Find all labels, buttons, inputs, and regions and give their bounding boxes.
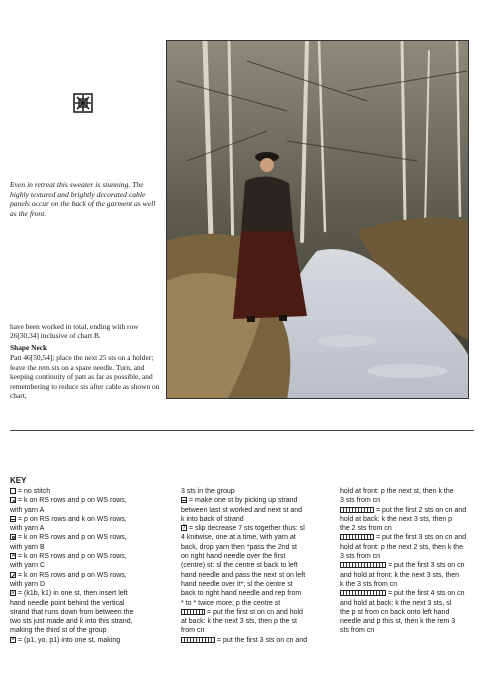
key-text: = put the first 4 sts on cn (388, 590, 465, 598)
key-text: = k on RS rows and p on WS rows, (18, 497, 127, 505)
shape-neck-heading: Shape Neck (10, 343, 48, 352)
key-text: back to right hand needle and rep from (181, 590, 302, 598)
key-text: * to * twice more; p the centre st (181, 599, 281, 607)
key-text: with yarn B (10, 543, 45, 551)
key-line (10, 589, 157, 598)
key-text: = put the first 3 sts on cn (388, 562, 465, 570)
key-text: = k on RS rows and p on WS rows, (18, 553, 127, 561)
key-text: = k on RS rows and p on WS rows, (18, 534, 127, 542)
key-line (340, 617, 474, 626)
shape-neck-text: Patt 46[50,54]; place the next 25 sts on a holder; leave the rem sts on a spare needle. Turn, and keeping continuity of patt as far as possible, and remembering to reduce sts after cable as shown on chart, (10, 353, 160, 401)
key-text: sts from cn (340, 627, 375, 635)
chart-symbol-icon (10, 516, 16, 522)
key-text: from cn (181, 627, 205, 635)
key-text: 3 sts from cn (340, 497, 381, 505)
key-text: strand that runs down from between the (10, 608, 134, 616)
key-column-3 (340, 487, 474, 636)
chart-symbol-icon (10, 534, 16, 540)
key-text: 4 knitwise, one at a time, with yarn at (181, 534, 296, 542)
key-text: = put the first 3 sts on cn and (217, 636, 308, 644)
key-column-2 (181, 487, 313, 645)
key-line (181, 589, 313, 598)
chart-symbol-icon (10, 497, 16, 503)
key-text: with yarn A (10, 506, 45, 514)
key-line (340, 496, 474, 505)
key-text: and hold at front: k the next 3 sts, then (340, 571, 460, 579)
key-line (181, 626, 313, 635)
chart-symbol-icon (181, 497, 187, 503)
chart-symbol-icon (181, 609, 205, 615)
chart-symbol-icon (340, 507, 374, 513)
key-text: the 2 sts from cn (340, 525, 392, 533)
key-line (10, 496, 157, 505)
key-line (10, 636, 157, 645)
key-line (10, 599, 157, 608)
key-text: the p st from cn back onto left hand (340, 608, 450, 616)
key-line (340, 589, 474, 598)
photo-caption: Even in retreat this sweater is stunning. The highly textured and brightly decorated cable panels occur on the back of the garment as well as the front. (10, 180, 156, 218)
key-text: = put the first st on cn and hold (207, 608, 303, 616)
key-line (10, 626, 157, 635)
key-line (181, 636, 313, 645)
key-text: (centre) st: sl the centre st back to left (181, 562, 298, 570)
key-text: = put the first 3 sts on cn and (376, 534, 467, 542)
key-text: with yarn A (10, 525, 45, 533)
key-text: k the 3 sts from cn (340, 580, 398, 588)
key-text: at back: k the next 3 sts, then p the st (181, 618, 297, 626)
key-text: hand needle point behind the vertical (10, 599, 125, 607)
key-text: hold at front: p the next 2 sts, then k the (340, 543, 463, 551)
key-line (181, 487, 313, 496)
key-line (10, 487, 157, 496)
key-line (181, 608, 313, 617)
key-line (340, 506, 474, 515)
chart-symbol-icon (181, 525, 187, 531)
key-text: = make one st by picking up strand (189, 497, 298, 505)
key-line (10, 561, 157, 570)
key-text: 3 sts in the group (181, 488, 235, 495)
key-line (340, 543, 474, 552)
key-text: 3 sts from cn (340, 553, 381, 561)
divider (10, 430, 474, 431)
key-line (181, 599, 313, 608)
chart-symbol-icon (10, 590, 16, 596)
key-line (340, 552, 474, 561)
key-text: hand needle and pass the next st on left (181, 571, 306, 579)
key-text: = no stitch (18, 488, 51, 495)
key-line (10, 571, 157, 580)
key-line (10, 608, 157, 617)
key-text: needle and p this st, then k the rem 3 (340, 618, 456, 626)
key-text: making the third st of the group (10, 627, 107, 635)
key-text: = put the first 2 sts on cn and (376, 506, 467, 514)
key-line (340, 580, 474, 589)
key-text: with yarn C (10, 562, 46, 570)
chart-symbol-icon (340, 562, 386, 568)
key-line (10, 533, 157, 542)
key-line (181, 617, 313, 626)
chart-symbol-icon (340, 590, 386, 596)
key-line (340, 561, 474, 570)
key-line (181, 561, 313, 570)
chart-symbol-icon (10, 572, 16, 578)
key-line (340, 599, 474, 608)
key-text: = k on RS rows and p on WS rows, (18, 571, 127, 579)
key-line (181, 515, 313, 524)
key-text: = slip decrease 7 sts together thus: sl (189, 525, 305, 533)
key-line (340, 571, 474, 580)
key-line (181, 552, 313, 561)
key-line (10, 506, 157, 515)
key-text: back, drop yarn then *pass the 2nd st (181, 543, 297, 551)
key-text: and hold at back: k the next 3 sts, sl (340, 599, 452, 607)
key-text: between last st worked and next st and (181, 506, 303, 514)
key-text: with yarn D (10, 580, 46, 588)
key-text: = (k1b, k1) in one st, then insert left (18, 590, 128, 598)
chart-symbol-icon (10, 637, 16, 643)
key-line (181, 543, 313, 552)
key-text: on right hand needle over the first (181, 553, 286, 561)
key-line (181, 524, 313, 533)
key-line (181, 533, 313, 542)
key-text: hold at front: p the next st, then k the (340, 488, 454, 495)
key-line (340, 515, 474, 524)
chart-symbol-icon (340, 534, 374, 540)
key-text: = (p1, yo, p1) into one st, making (18, 636, 121, 644)
key-line (340, 524, 474, 533)
key-line (10, 617, 157, 626)
key-line (340, 626, 474, 635)
key-text: hold at back: k the next 3 sts, then p (340, 515, 453, 523)
body-text-continuation: have been worked in total, ending with row 26[30,34] inclusive of chart B. (10, 322, 139, 341)
key-text: two sts just made and k into this strand, (10, 618, 133, 626)
key-column-1 (10, 487, 157, 645)
key-line (10, 524, 157, 533)
key-text: hand needle over it*; sl the centre st (181, 580, 293, 588)
key-line (340, 608, 474, 617)
chart-symbol-icon (181, 637, 215, 643)
key-title: KEY (10, 476, 27, 485)
key-line (10, 580, 157, 589)
key-line (10, 515, 157, 524)
key-line (181, 506, 313, 515)
key-line (181, 571, 313, 580)
key-text: = p on RS rows and k on WS rows, (18, 515, 127, 523)
chart-symbol-icon (10, 553, 16, 559)
key-line (340, 533, 474, 542)
key-line (10, 552, 157, 561)
celtic-knot-icon (73, 93, 93, 113)
key-line (181, 496, 313, 505)
key-line (10, 543, 157, 552)
key-line (340, 487, 474, 496)
key-line (181, 580, 313, 589)
woodland-photo (166, 40, 469, 399)
key-text: k into back of strand (181, 515, 244, 523)
chart-symbol-icon (10, 488, 16, 494)
